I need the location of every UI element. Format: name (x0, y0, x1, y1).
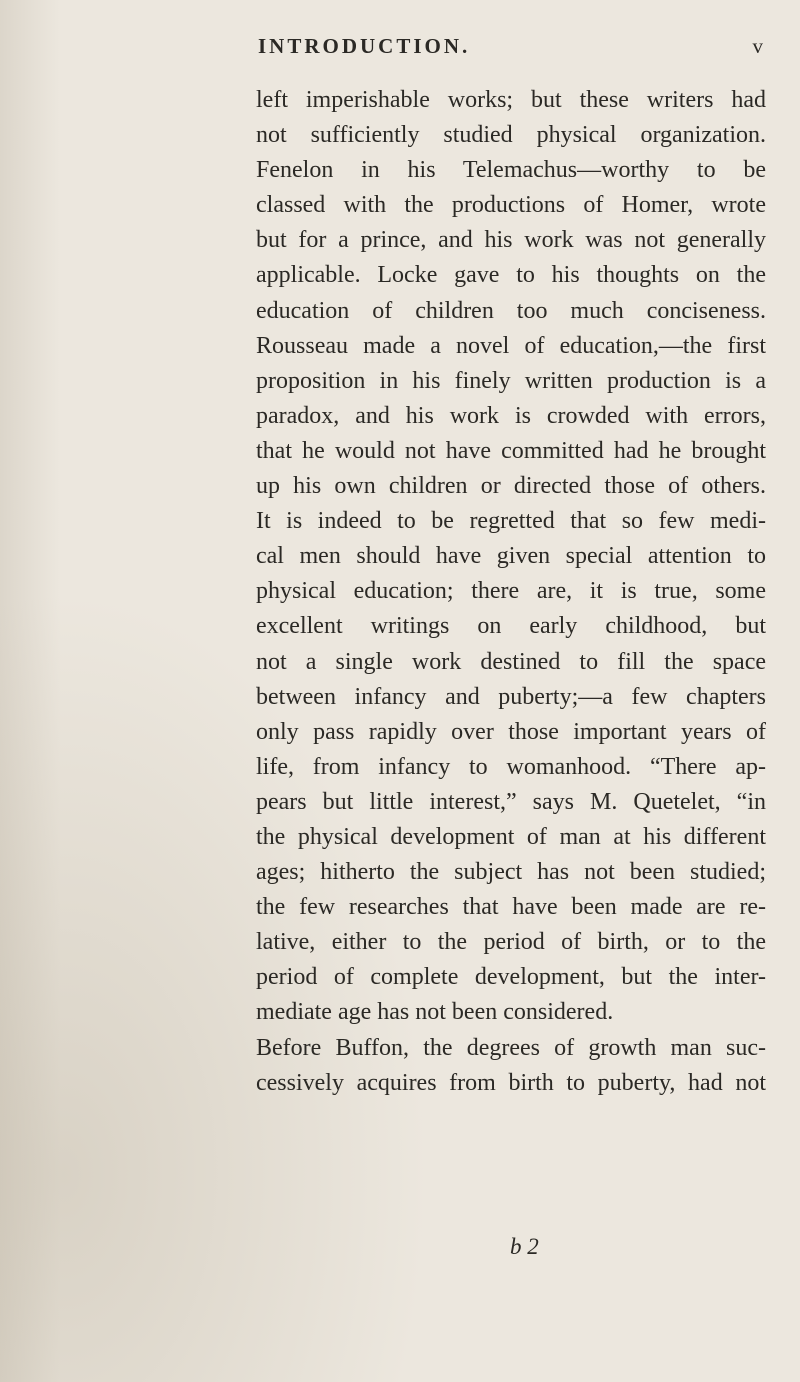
text-line: the few researches that have been made are re- (256, 894, 766, 921)
text-line: up his own children or directed those of others. (256, 473, 766, 500)
text-line: applicable. Locke gave to his thoughts on the (256, 262, 766, 289)
signature-mark: b 2 (510, 1234, 539, 1259)
text-line: that he would not have committed had he brought (256, 437, 766, 464)
text-line: physical education; there are, it is true, some (256, 578, 766, 605)
text-line: Rousseau made a novel of education,—the first (256, 332, 766, 359)
text-line: cal men should have given special attention to (256, 543, 766, 570)
page-number: v (752, 34, 763, 58)
text-line: classed with the productions of Homer, wrote (256, 192, 766, 219)
body-text (256, 83, 766, 1101)
text-line: paradox, and his work is crowded with errors, (256, 402, 766, 429)
text-line: cessively acquires from birth to puberty, had not (256, 1069, 766, 1096)
text-line: excellent writings on early childhood, but (256, 613, 766, 640)
text-line: not a single work destined to fill the space (256, 648, 766, 675)
text-line: between infancy and puberty;—a few chapters (256, 683, 766, 710)
text-line: ages; hitherto the subject has not been studied; (256, 859, 766, 886)
text-line: It is indeed to be regretted that so few medi- (256, 508, 766, 535)
text-line: pears but little interest,” says M. Quetelet, “in (256, 788, 766, 815)
text-line: mediate age has not been considered. (256, 999, 614, 1026)
text-line: the physical development of man at his different (256, 823, 766, 850)
text-line: not sufficiently studied physical organization. (256, 122, 766, 149)
running-title: INTRODUCTION. (258, 34, 471, 58)
text-line: left imperishable works; but these writers had (256, 87, 766, 113)
text-line: proposition in his finely written production is a (256, 367, 766, 394)
text-line: only pass rapidly over those important years of (256, 718, 766, 745)
text-line: education of children too much conciseness. (256, 297, 766, 324)
text-line: life, from infancy to womanhood. “There ap- (256, 753, 766, 780)
text-line: lative, either to the period of birth, or to the (256, 929, 766, 956)
text-line: Before Buffon, the degrees of growth man suc- (256, 1034, 766, 1061)
text-line: period of complete development, but the inter- (256, 964, 766, 991)
text-line: but for a prince, and his work was not generally (256, 227, 766, 254)
running-header (258, 34, 763, 74)
text-line: Fenelon in his Telemachus—worthy to be (256, 157, 766, 184)
